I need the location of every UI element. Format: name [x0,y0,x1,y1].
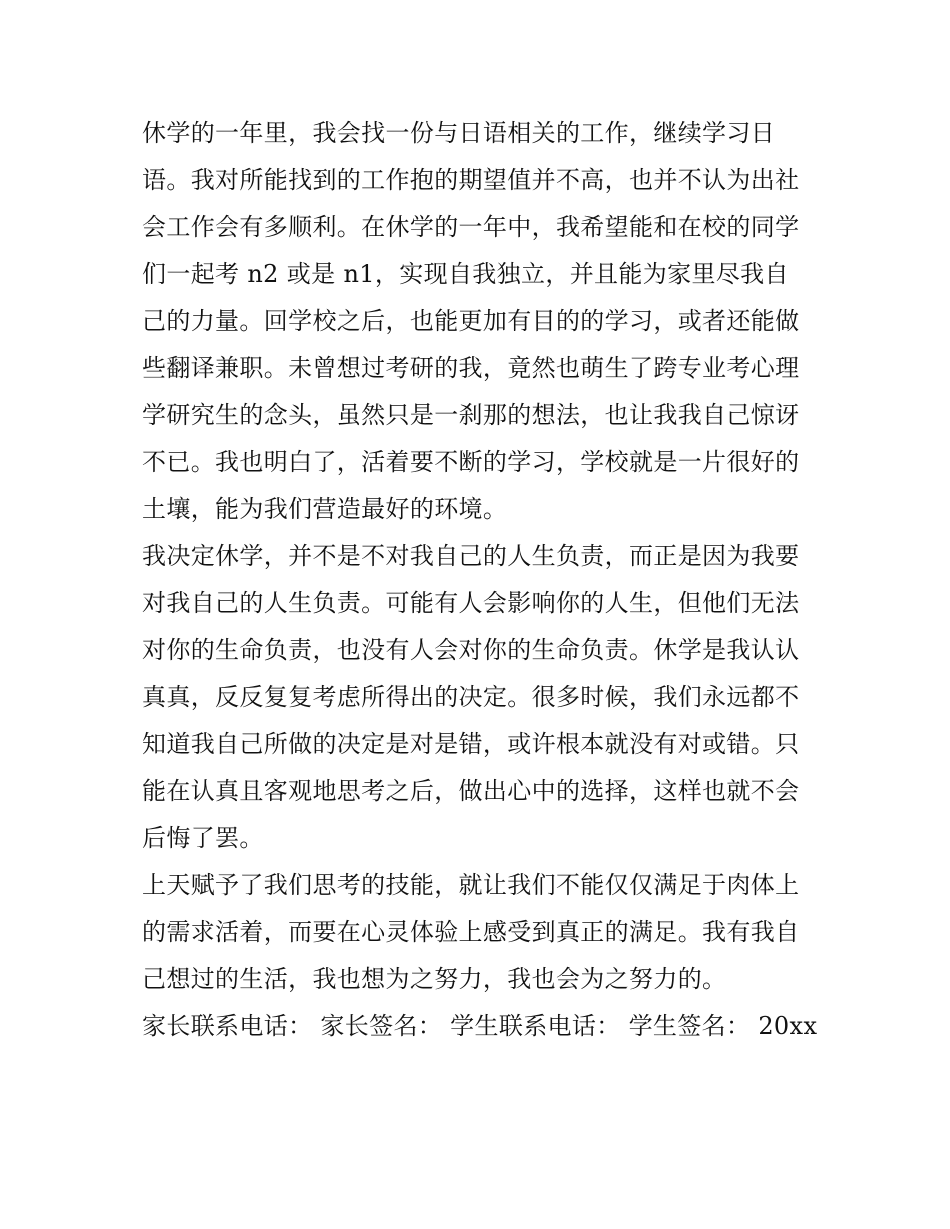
paragraph-decision-responsibility: 我决定休学，并不是不对我自己的人生负责，而正是因为我要对我自己的人生负责。可能有人会影响你的人生，但他们无法对你的生命负责，也没有人会对你的生命负责。休学是我认认真真，反反复复考虑所得出的决定。很多时候，我们永远都不知道我自己所做的决定是对是错，或许根本就没有对或错。只能在认真且客观地思考之后，做出心中的选择，这样也就不会后悔了罢。 [142,542,800,852]
paragraph-life-goal: 上天赋予了我们思考的技能，就让我们不能仅仅满足于肉体上的需求活着，而要在心灵体验上感受到真正的满足。我有我自己想过的生活，我也想为之努力，我也会为之努力的。 [142,871,800,993]
document-body [142,110,818,1050]
paragraph-leave-plan: 休学的一年里，我会找一份与日语相关的工作，继续学习日语。我对所能找到的工作抱的期望值并不高，也并不认为出社会工作会有多顺利。在休学的一年中，我希望能和在校的同学们一起考 n2 或是 n1，实现自我独立，并且能为家里尽我自己的力量。回学校之后，也能更加有目的的学习，或者还能做些翻译兼职。未曾想过考研的我，竟然也萌生了跨专业考心理学研究生的念头，虽然只是一刹那的想法，也让我我自己惊讶不已。我也明白了，活着要不断的学习，学校就是一片很好的土壤，能为我们营造最好的环境。 [142,119,800,523]
signature-line: 家长联系电话： 家长签名： 学生联系电话： 学生签名： 20xx [142,1012,818,1040]
